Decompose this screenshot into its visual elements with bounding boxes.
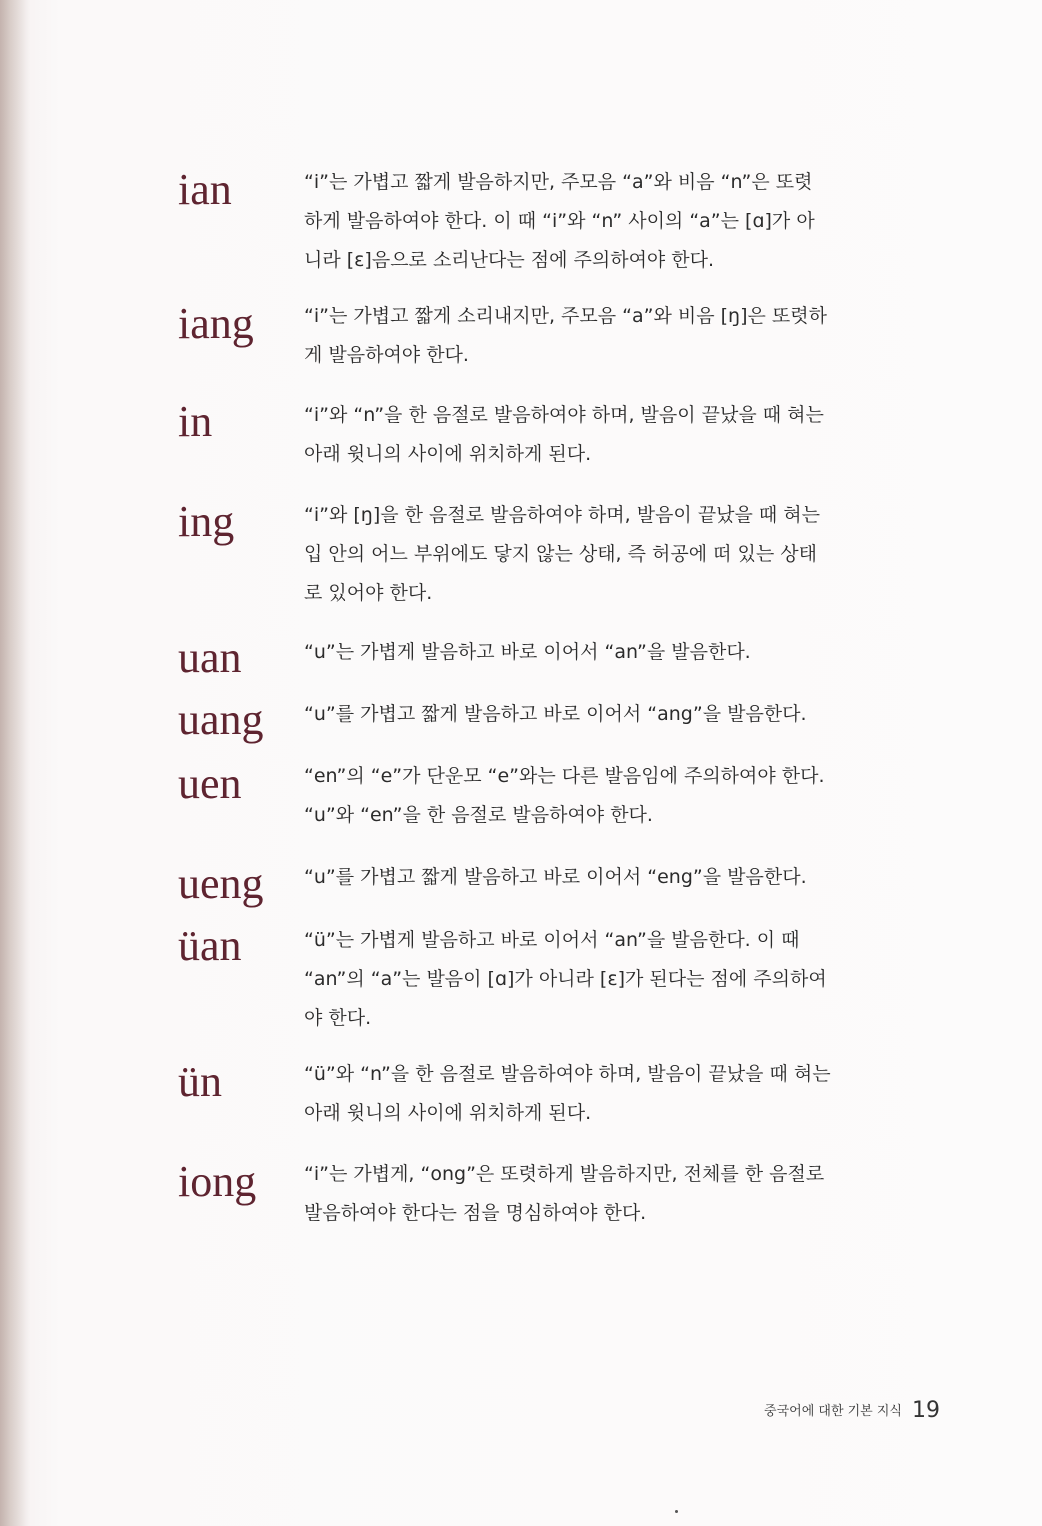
desc-uan	[304, 633, 874, 672]
desc-line: “en”의 “e”가 단운모 “e”와는 다른 발음임에 주의하여야 한다.	[304, 765, 825, 787]
term-ueng: ueng	[178, 859, 264, 908]
desc-line: 게 발음하여야 한다.	[304, 344, 469, 366]
desc-line: “i”는 가볍고 짧게 소리내지만, 주모음 “a”와 비음 [ŋ]은 또렷하	[304, 305, 827, 327]
desc-line: 입 안의 어느 부위에도 닿지 않는 상태, 즉 허공에 떠 있는 상태	[304, 543, 817, 565]
term-un-umlaut: ün	[178, 1057, 222, 1106]
desc-un-umlaut	[304, 1055, 874, 1133]
term-ing: ing	[178, 497, 235, 546]
desc-uang	[304, 695, 874, 734]
desc-line: “u”를 가볍고 짧게 발음하고 바로 이어서 “ang”을 발음한다.	[304, 703, 807, 725]
desc-line: “i”와 [ŋ]을 한 음절로 발음하여야 하며, 발음이 끝났을 때 혀는	[304, 504, 821, 526]
page-binding-shadow	[0, 0, 30, 1526]
desc-line: 하게 발음하여야 한다. 이 때 “i”와 “n” 사이의 “a”는 [ɑ]가 아	[304, 210, 815, 232]
desc-line: “i”는 가볍고 짧게 발음하지만, 주모음 “a”와 비음 “n”은 또렷	[304, 171, 813, 193]
term-uan: uan	[178, 633, 242, 682]
desc-iang	[304, 297, 874, 375]
term-uen: uen	[178, 759, 242, 808]
desc-ueng	[304, 858, 874, 897]
desc-line: 로 있어야 한다.	[304, 582, 433, 604]
desc-iong	[304, 1155, 874, 1233]
desc-line: 니라 [ɛ]음으로 소리난다는 점에 주의하여야 한다.	[304, 249, 715, 271]
desc-line: “ü”와 “n”을 한 음절로 발음하여야 하며, 발음이 끝났을 때 혀는	[304, 1063, 831, 1085]
term-uang: uang	[178, 695, 264, 744]
desc-line: 야 한다.	[304, 1007, 372, 1029]
term-in: in	[178, 397, 213, 446]
desc-ian	[304, 163, 874, 280]
term-iang: iang	[178, 299, 254, 348]
term-iong: iong	[178, 1157, 257, 1206]
desc-line: “ü”는 가볍게 발음하고 바로 이어서 “an”을 발음한다. 이 때	[304, 929, 800, 951]
page-footer	[700, 1398, 940, 1423]
desc-line: 아래 윗니의 사이에 위치하게 된다.	[304, 1102, 592, 1124]
desc-line: 아래 윗니의 사이에 위치하게 된다.	[304, 443, 592, 465]
desc-line: “i”는 가볍게, “ong”은 또렷하게 발음하지만, 전체를 한 음절로	[304, 1163, 825, 1185]
desc-ing	[304, 496, 874, 613]
term-uan-umlaut: üan	[178, 921, 242, 970]
desc-line: “u”와 “en”을 한 음절로 발음하여야 한다.	[304, 804, 653, 826]
desc-line: “u”는 가볍게 발음하고 바로 이어서 “an”을 발음한다.	[304, 641, 751, 663]
desc-in	[304, 396, 874, 474]
desc-line: “an”의 “a”는 발음이 [ɑ]가 아니라 [ɛ]가 된다는 점에 주의하여	[304, 968, 827, 990]
desc-line: “i”와 “n”을 한 음절로 발음하여야 하며, 발음이 끝났을 때 혀는	[304, 404, 824, 426]
desc-uan-umlaut	[304, 921, 874, 1038]
desc-line: 발음하여야 한다는 점을 명심하여야 한다.	[304, 1202, 647, 1224]
desc-uen	[304, 757, 874, 835]
desc-line: “u”를 가볍고 짧게 발음하고 바로 이어서 “eng”을 발음한다.	[304, 866, 807, 888]
running-footer-title: 중국어에 대한 기본 지식	[764, 1404, 902, 1419]
scan-speck	[675, 1510, 678, 1513]
term-ian: ian	[178, 165, 232, 214]
page-number: 19	[912, 1398, 940, 1423]
